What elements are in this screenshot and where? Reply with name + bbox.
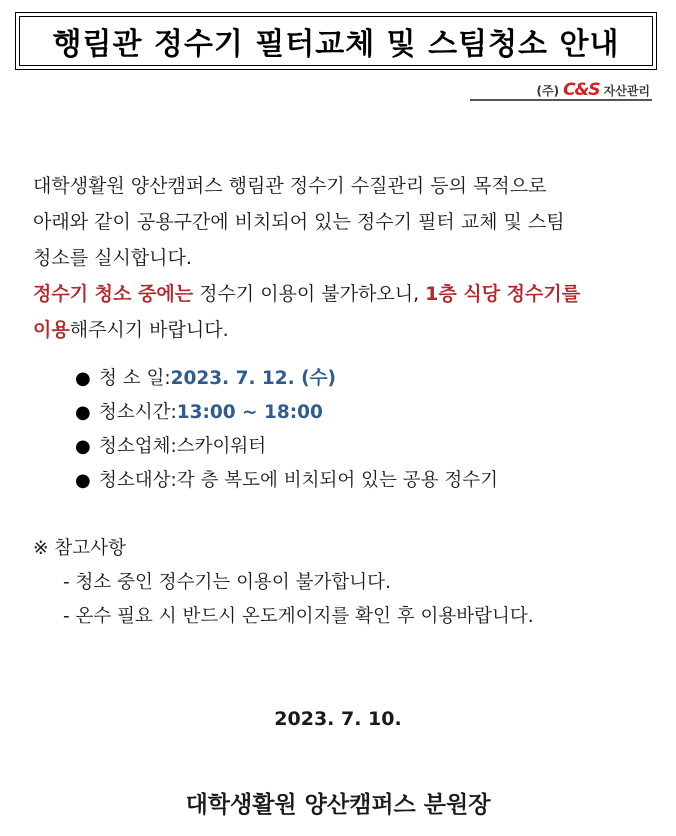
bullet-icon: ● [75, 402, 91, 423]
detail-value: 각 층 복도에 비치되어 있는 공용 정수기 [176, 470, 498, 491]
detail-label: 청소업체: [99, 436, 177, 457]
title-inner-frame [19, 16, 653, 66]
detail-label: 청소시간: [99, 402, 177, 423]
notice-red-2: 1층 식당 정수기를 [425, 283, 581, 305]
reference-item: - 온수 필요 시 반드시 온도게이지를 확인 후 이용바랍니다. [63, 606, 534, 627]
notice-date: 2023. 7. 10. [274, 708, 402, 730]
detail-label: 청소대상: [99, 470, 177, 491]
detail-item-company [75, 430, 498, 464]
logo-ju: (주) [536, 83, 560, 98]
bullet-icon: ● [75, 436, 91, 457]
detail-item-time [75, 396, 498, 430]
intro-line-3: 청소를 실시합니다. [33, 247, 192, 269]
intro-paragraph [33, 168, 643, 348]
detail-value: 2023. 7. 12. (수) [170, 368, 336, 389]
logo-underline [470, 99, 652, 101]
bullet-icon: ● [75, 368, 91, 389]
notice-end: 해주시기 바랍니다. [69, 319, 229, 341]
notice-red-1: 정수기 청소 중에는 [33, 283, 194, 305]
page-title: 행림관 정수기 필터교체 및 스팀청소 안내 [52, 27, 620, 62]
company-logo [537, 80, 650, 100]
detail-value: 13:00 ~ 18:00 [176, 402, 323, 423]
logo-cs: C&S [563, 80, 600, 100]
intro-line-2: 아래와 같이 공용구간에 비치되어 있는 정수기 필터 교체 및 스팀 [33, 211, 565, 233]
detail-list [75, 362, 498, 498]
detail-value: 스카이워터 [176, 436, 267, 457]
detail-label: 청 소 일: [99, 368, 171, 389]
notice-line [33, 276, 643, 312]
signature: 대학생활원 양산캠퍼스 분원장 [185, 792, 491, 818]
notice-mid: 정수기 이용이 불가하오니, [193, 283, 426, 305]
reference-item: - 청소 중인 정수기는 이용이 불가합니다. [63, 572, 391, 593]
bullet-icon: ● [75, 470, 91, 491]
intro-line-1: 대학생활원 양산캠퍼스 행림관 정수기 수질관리 등의 목적으로 [33, 175, 547, 197]
notice-line-2 [33, 312, 643, 348]
title-frame [15, 12, 657, 70]
reference-section [33, 532, 534, 634]
detail-item-target [75, 464, 498, 498]
detail-item-date [75, 362, 498, 396]
logo-tag: 자산관리 [603, 83, 650, 98]
notice-red-3: 이용 [33, 319, 70, 341]
reference-heading: ※ 참고사항 [33, 538, 126, 559]
